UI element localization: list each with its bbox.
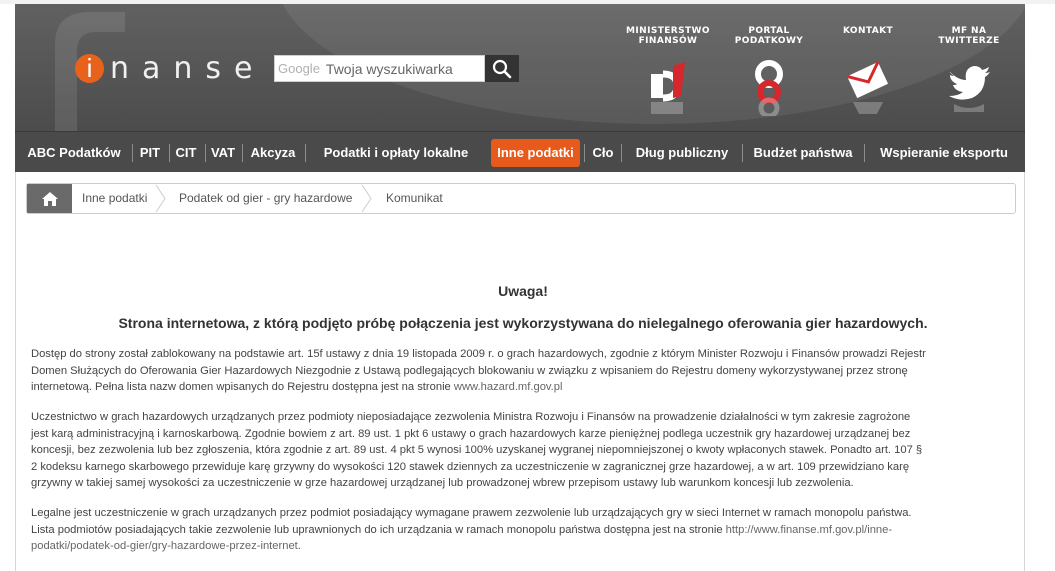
notice-subheading: Strona internetowa, z którą podjęto próbę połączenia jest wykorzystywana do nielegalnego oferowania gier hazardowych. (118, 315, 928, 331)
nav-item-inne-podatki[interactable]: Inne podatki (491, 139, 580, 167)
nav-separator (205, 144, 206, 162)
licensed-operators-link[interactable]: http://www.finanse.mf.gov.pl/inne- (725, 523, 893, 536)
chevron-right-icon (361, 184, 373, 213)
paragraph-line: 2 kodeksu karnego skarbowego przewiduje karę grzywny do wysokości 120 stawek dziennych za uczestniczenie w zagranicznej grze hazardowej, a w art. 109 przewidziano karę (31, 460, 910, 473)
nav-separator (132, 144, 133, 162)
nav-item-podatki-i-oplaty-lokalne[interactable]: Podatki i opłaty lokalne (323, 145, 469, 160)
breadcrumb (26, 183, 1016, 214)
nav-item-vat[interactable]: VAT (210, 145, 236, 160)
finanse-logo[interactable] (75, 48, 266, 88)
header-link-label: PORTAL PODATKOWY (734, 26, 804, 46)
nav-item-clo[interactable]: Cło (592, 145, 614, 160)
nav-separator (305, 144, 306, 162)
header-link-ministerstwo[interactable] (620, 26, 716, 116)
nav-separator (621, 144, 622, 162)
paragraph-blocking-info (31, 346, 1015, 396)
header-link-twitter[interactable] (921, 26, 1017, 116)
search-placeholder: Twoja wyszukiwarka (325, 60, 453, 77)
header-link-label: MF NA TWITTERZE (938, 26, 1000, 46)
search-bar (274, 55, 519, 82)
header-link-portal[interactable] (721, 26, 817, 116)
paragraph-text: . (297, 540, 301, 552)
paragraph-line: Legalne jest uczestniczenie w grach urządzanych przez podmiot posiadający wymagane prawem zezwolenie lub urządzających gry w sieci Internet w ramach monopolu państwa. (31, 507, 912, 519)
paragraph-line (31, 522, 1015, 539)
nav-separator (169, 144, 170, 162)
nav-item-cit[interactable]: CIT (175, 145, 197, 160)
logo-text: nanse (110, 50, 266, 86)
header-link-label: MINISTERSTWO FINANSÓW (626, 26, 710, 46)
site-header (15, 4, 1025, 131)
search-button[interactable] (485, 55, 519, 82)
paragraph-line: grzywny w takiej samej wysokości za uczestniczenie w grze hazardowej urządzanej lub prowadzonej wbrew przepisom ustawy lub warunkom koncesji lub zezwolenia. (31, 477, 854, 489)
paragraph-line: Uczestnictwo w grach hazardowych urządzanych przez podmioty nieposiadające zezwolenia Ministra Rozwoju i Finansów na prowadzenie działalności w tym zakresie zagrożone (31, 411, 911, 423)
paragraph-text: Lista podmiotów posiadających takie zezwolenie lub uprawnionych do ich urządzania w ramach monopolu państwa dostępna jest na stronie (31, 523, 726, 536)
nav-separator (742, 144, 743, 162)
breadcrumb-item-podatek-od-gier[interactable]: Podatek od gier - gry hazardowe (179, 191, 353, 205)
licensed-operators-link-cont[interactable]: podatki/podatek-od-gier/gry-hazardowe-przez-internet (31, 540, 298, 552)
nav-item-pit[interactable]: PIT (139, 145, 161, 160)
home-icon (41, 191, 59, 207)
nav-separator (864, 144, 865, 162)
paragraph-legal-info (31, 505, 1015, 555)
nav-separator (584, 144, 585, 162)
breadcrumb-home[interactable] (27, 184, 72, 213)
header-link-label: KONTAKT (842, 26, 894, 36)
search-engine-label: Google (278, 61, 320, 76)
breadcrumb-item-inne-podatki[interactable]: Inne podatki (82, 191, 148, 205)
envelope-icon (843, 56, 893, 116)
paragraph-line: jest karą administracyjną i karnoskarbową. Zgodnie bowiem z art. 89 ust. 1 pkt 6 ustawy o grach hazardowych karze pieniężnej podlega uczestnik gry hazardowej urządzanej bez (31, 427, 911, 440)
paragraph-line: koncesji, bez zezwolenia lub bez zgłoszenia, która zgodnie z art. 89 ust. 4 pkt 5 wynosi 100% uzyskanej wygranej niepomniejszonej o kwoty wpłaconych stawek. Ponadto art. 107 § (31, 444, 923, 456)
logo-i-badge: i (75, 54, 104, 83)
twitter-bird-icon (944, 56, 994, 116)
chevron-right-icon (155, 184, 167, 213)
paragraph-line (31, 538, 1015, 555)
nav-item-abc-podatkow[interactable]: ABC Podatków (27, 145, 121, 160)
nav-item-akcyza[interactable]: Akcyza (250, 145, 296, 160)
search-input[interactable] (274, 55, 485, 82)
paragraph-line: Domen Służących do Oferowania Gier Hazardowych Niezgodnie z Ustawą podlegających blokowaniu w związku z wpisaniem do Rejestru domeny wykorzystywanej przez stronę (31, 364, 908, 377)
search-icon (492, 59, 512, 79)
nav-item-budzet-panstwa[interactable]: Budżet państwa (753, 145, 853, 160)
mf-logo-icon (643, 56, 693, 116)
hazard-registry-link[interactable]: www.hazard.mf.gov.pl (453, 381, 563, 393)
nav-item-wspieranie-eksportu[interactable]: Wspieranie eksportu (880, 145, 1008, 160)
paragraph-penalties (31, 409, 1015, 492)
nav-separator (242, 144, 243, 162)
main-nav (15, 131, 1025, 172)
paragraph-text: internetową. Pełna lista nazw domen wpisanych do Rejestru dostępna jest na stronie (31, 381, 454, 393)
paragraph-line (31, 379, 1015, 396)
paragraph-line: Dostęp do strony został zablokowany na podstawie art. 15f ustawy z dnia 19 listopada 2009 r. o grach hazardowych, zgodnie z którym Minister Rozwoju i Finansów prowadzi Rejestr (31, 348, 926, 360)
header-link-kontakt[interactable] (820, 26, 916, 116)
portal-logo-icon (744, 56, 794, 116)
notice-heading: Uwaga! (498, 283, 548, 299)
breadcrumb-item-komunikat: Komunikat (386, 191, 443, 205)
nav-item-dlug-publiczny[interactable]: Dług publiczny (635, 145, 729, 160)
page-border-right (1024, 130, 1025, 571)
page-border-left (15, 130, 16, 571)
